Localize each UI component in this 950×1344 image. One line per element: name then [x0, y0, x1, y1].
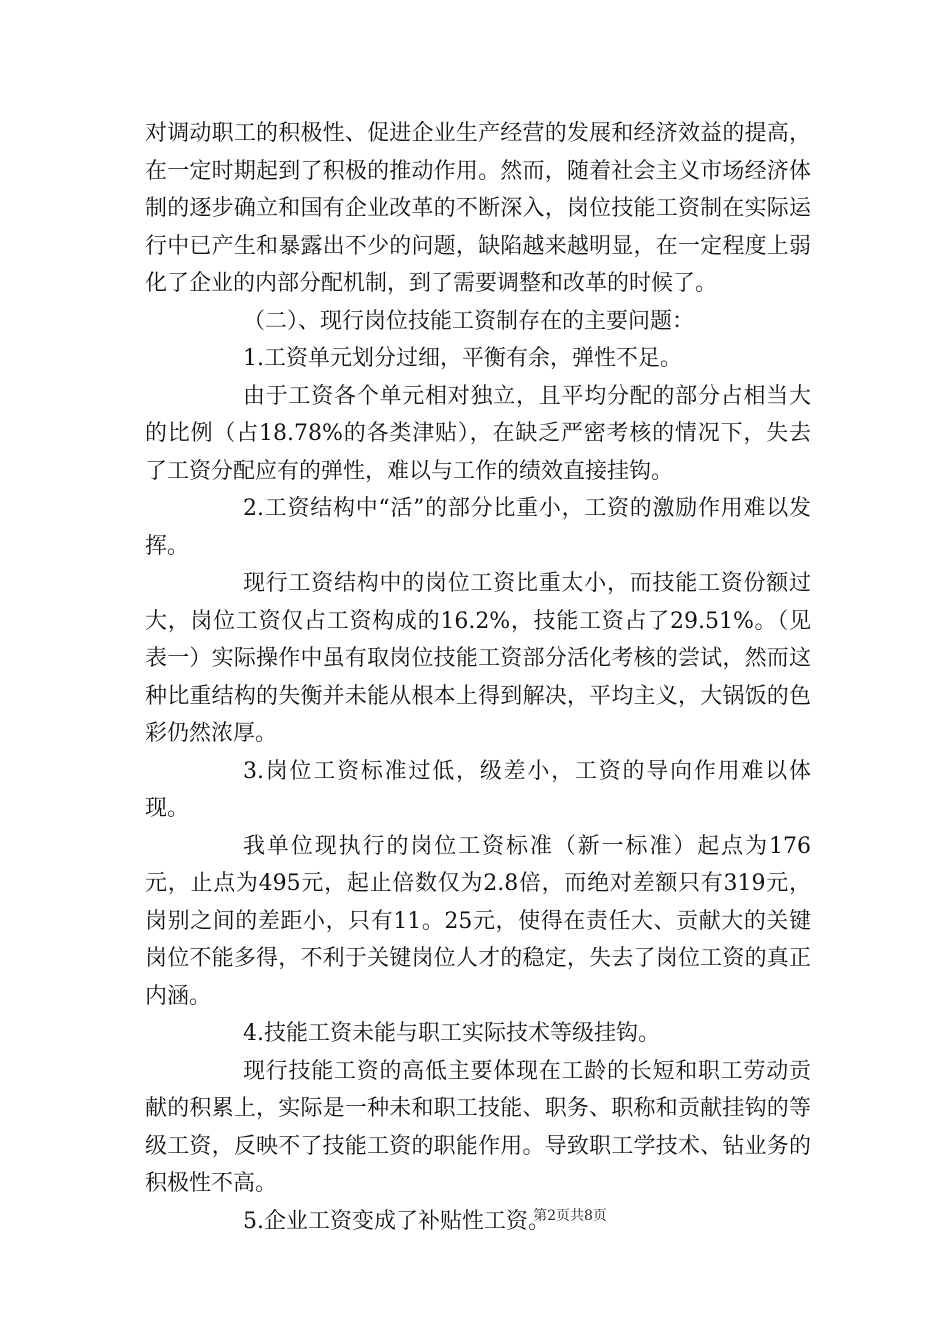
page-footer: [0, 1205, 950, 1225]
subheading-1: 1.工资单元划分过细，平衡有余，弹性不足。: [243, 346, 682, 371]
subheading-2: 2.工资结构中“活”的部分比重小，工资的激励作用难以发挥。: [145, 496, 811, 559]
subheading-3: 3.岗位工资标准过低，级差小，工资的导向作用难以体现。: [145, 758, 811, 821]
paragraph-intro: 对调动职工的积极性、促进企业生产经营的发展和经济效益的提高，在一定时期起到了积极的推动作用。然而，随着社会主义市场经济体制的逐步确立和国有企业改革的不断深入，岗位技能工资制在实际运行中已产生和暴露出不少的问题，缺陷越来越明显，在一定程度上弱化了企业的内部分配机制，到了需要调整和改革的时候了。: [145, 121, 811, 296]
paragraph-4: 现行技能工资的高低主要体现在工龄的长短和职工劳动贡献的积累上，实际是一种未和职工技能、职务、职称和贡献挂钩的等级工资，反映不了技能工资的职能作用。导致职工学技术、钻业务的积极性不高。: [145, 1058, 811, 1196]
document-body: [145, 115, 811, 1240]
paragraph-3: 我单位现执行的岗位工资标准（新一标准）起点为176元，止点为495元，起止倍数仅为2.8倍，而绝对差额只有319元，岗别之间的差距小，只有11。25元，使得在责任大、贡献大的关键岗位不能多得，不利于关键岗位人才的稳定，失去了岗位工资的真正内涵。: [145, 833, 811, 1009]
subheading-5: 5.企业工资变成了补贴性工资。: [243, 1208, 550, 1234]
paragraph-2: 现行工资结构中的岗位工资比重太小，而技能工资份额过大，岗位工资仅占工资构成的16.2%，技能工资占了29.51%。（见表一）实际操作中虽有取岗位技能工资部分活化考核的尝试，然而这种比重结构的失衡并未能从根本上得到解决，平均主义，大锅饭的色彩仍然浓厚。: [145, 571, 811, 746]
subheading-4: 4.技能工资未能与职工实际技术等级挂钩。: [243, 1021, 660, 1046]
page-number: 第2页共8页: [533, 1208, 607, 1224]
paragraph-1: 由于工资各个单元相对独立，且平均分配的部分占相当大的比例（占18.78%的各类津贴），在缺乏严密考核的情况下，失去了工资分配应有的弹性，难以与工作的绩效直接挂钩。: [145, 383, 811, 484]
section-heading-main-problems: （二）、现行岗位技能工资制存在的主要问题：: [243, 308, 695, 334]
